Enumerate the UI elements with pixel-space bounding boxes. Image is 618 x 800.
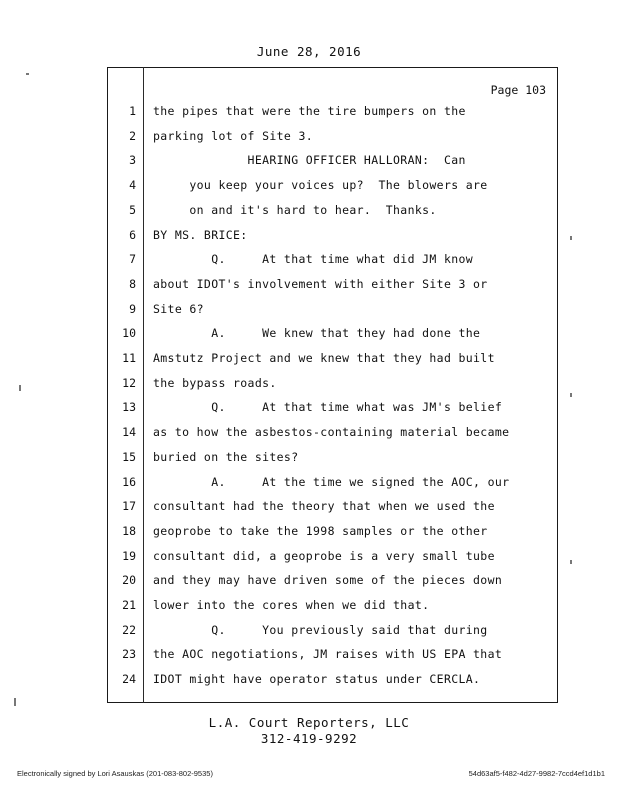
electronic-signature-note: Electronically signed by Lori Asauskas (201-083-802-9535) [17, 769, 213, 778]
line-number: 7 [129, 252, 136, 266]
transcript-line: Q. At that time what did JM know [153, 252, 474, 266]
line-number: 13 [122, 400, 136, 414]
line-number: 3 [129, 153, 136, 167]
transcript-line: lower into the cores when we did that. [153, 598, 430, 612]
transcript-line: A. At the time we signed the AOC, our [153, 475, 510, 489]
line-number: 20 [122, 573, 136, 587]
header-date: June 28, 2016 [256, 44, 362, 59]
line-number: 12 [122, 376, 136, 390]
transcript-line: and they may have driven some of the pieces down [153, 573, 503, 587]
line-number: 4 [129, 178, 136, 192]
scan-speck [570, 560, 572, 564]
transcript-line: IDOT might have operator status under CERCLA. [153, 672, 481, 686]
scan-speck [19, 385, 21, 391]
transcript-line: buried on the sites? [153, 450, 299, 464]
line-number: 8 [129, 277, 136, 291]
scan-speck [26, 73, 29, 75]
line-number: 21 [122, 598, 136, 612]
line-number: 18 [122, 524, 136, 538]
line-number: 19 [122, 549, 136, 563]
transcript-line: Q. You previously said that during [153, 623, 488, 637]
line-number: 14 [122, 425, 136, 439]
scan-speck [14, 698, 16, 706]
line-number: 22 [122, 623, 136, 637]
line-number: 24 [122, 672, 136, 686]
line-number: 15 [122, 450, 136, 464]
document-id: 54d63af5-f482-4d27-9982-7ccd4ef1d1b1 [468, 769, 605, 778]
transcript-line: about IDOT's involvement with either Site 3 or [153, 277, 488, 291]
scan-speck [570, 236, 572, 240]
transcript-line: consultant did, a geoprobe is a very small tube [153, 549, 495, 563]
line-number: 1 [129, 104, 136, 118]
line-number: 11 [122, 351, 136, 365]
transcript-line: HEARING OFFICER HALLORAN: Can [153, 153, 466, 167]
transcript-line: parking lot of Site 3. [153, 129, 314, 143]
line-number: 17 [122, 499, 136, 513]
line-number: 2 [129, 129, 136, 143]
transcript-line: consultant had the theory that when we used the [153, 499, 495, 513]
scan-speck [570, 393, 572, 397]
transcript-line: the AOC negotiations, JM raises with US EPA that [153, 647, 503, 661]
court-reporter-name: L.A. Court Reporters, LLC [208, 715, 410, 730]
line-number: 10 [122, 326, 136, 340]
page-number: Page 103 [490, 83, 546, 97]
line-number: 23 [122, 647, 136, 661]
transcript-line: the bypass roads. [153, 376, 277, 390]
transcript-line: Site 6? [153, 302, 204, 316]
transcript-line: the pipes that were the tire bumpers on the [153, 104, 466, 118]
line-number: 9 [129, 302, 136, 316]
line-number: 16 [122, 475, 136, 489]
line-number: 6 [129, 228, 136, 242]
line-number-rule [143, 67, 144, 703]
transcript-line: Q. At that time what was JM's belief [153, 400, 503, 414]
transcript-line: you keep your voices up? The blowers are [153, 178, 488, 192]
transcript-line: A. We knew that they had done the [153, 326, 481, 340]
transcript-line: BY MS. BRICE: [153, 228, 248, 242]
transcript-line: as to how the asbestos-containing material became [153, 425, 510, 439]
court-reporter-phone: 312-419-9292 [260, 731, 358, 746]
transcript-line: Amstutz Project and we knew that they had built [153, 351, 495, 365]
line-number: 5 [129, 203, 136, 217]
transcript-line: on and it's hard to hear. Thanks. [153, 203, 437, 217]
transcript-line: geoprobe to take the 1998 samples or the other [153, 524, 488, 538]
